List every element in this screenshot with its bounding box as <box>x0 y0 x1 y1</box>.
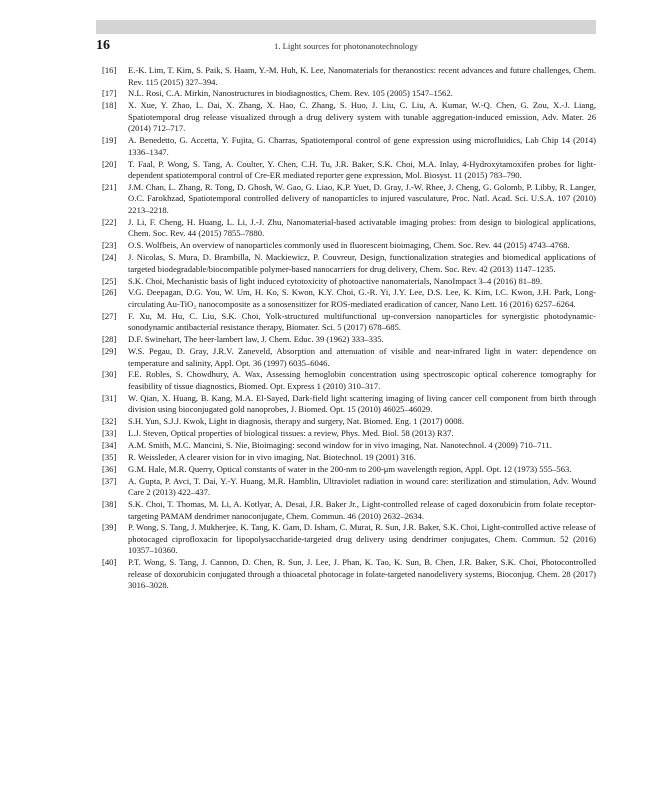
reference-number: [26] <box>102 287 117 298</box>
reference-item <box>102 393 596 416</box>
reference-item <box>102 65 596 88</box>
reference-text: S.K. Choi, Mechanistic basis of light induced cytotoxicity of photoactive nanomaterials, NanoImpact 3–4 (2016) 81–89. <box>128 275 543 286</box>
reference-text: P.T. Wong, S. Tang, J. Cannon, D. Chen, R. Sun, J. Lee, J. Phan, K. Tao, K. Sun, B. Chen, J.R. Baker, S.K. Choi, Photocontrolled release of doxorubicin conjugated through a thioacetal photocage in folate-targeted nanodelivery systems, Bioconjug. Chem. 28 (2017) 3016–3028. <box>128 557 596 591</box>
reference-number: [39] <box>102 522 117 533</box>
reference-number: [33] <box>102 428 117 439</box>
running-head <box>96 38 596 56</box>
reference-item <box>102 88 596 100</box>
reference-item <box>102 217 596 240</box>
reference-text: G.M. Hale, M.R. Querry, Optical constants of water in the 200-nm to 200-μm wavelength region, Appl. Opt. 12 (1973) 555–563. <box>128 463 572 474</box>
header-bar <box>96 20 596 34</box>
reference-number: [23] <box>102 240 117 251</box>
reference-number: [30] <box>102 369 117 380</box>
reference-number: [31] <box>102 392 117 403</box>
reference-item <box>102 476 596 499</box>
reference-item <box>102 464 596 476</box>
reference-number: [18] <box>102 100 117 111</box>
reference-text: D.F. Swinehart, The beer-lambert law, J. Chem. Educ. 39 (1962) 333–335. <box>128 334 384 345</box>
reference-number: [29] <box>102 346 117 357</box>
reference-number: [38] <box>102 499 117 510</box>
page-number: 16 <box>96 38 110 53</box>
reference-item <box>102 182 596 217</box>
reference-item <box>102 334 596 346</box>
reference-text: A.M. Smith, M.C. Mancini, S. Nie, Bioimaging: second window for in vivo imaging, Nat. Nanotechnol. 4 (2009) 710–711. <box>128 440 552 451</box>
reference-number: [24] <box>102 252 117 263</box>
reference-number: [32] <box>102 416 117 427</box>
reference-item <box>102 135 596 158</box>
reference-number: [16] <box>102 65 117 75</box>
reference-text: W.S. Pegau, D. Gray, J.R.V. Zaneveld, Absorption and attenuation of visible and near-infrared light in water: dependence on temperature and salinity, Appl. Opt. 36 (1997) 6035–6046. <box>128 346 596 368</box>
reference-list <box>102 65 596 592</box>
reference-number: [25] <box>102 275 117 286</box>
reference-text: J.M. Chan, L. Zhang, R. Tong, D. Ghosh, W. Gao, G. Liao, K.P. Yuet, D. Gray, J.-W. Rhee, J. Cheng, G. Golomb, P. Libby, R. Langer, O.C. Farokhzad, Spatiotemporal controlled delivery of nanoparticles to injured vasculature, Proc. Natl. Acad. Sci. U.S.A. 107 (2010) 2213–2218. <box>128 181 596 215</box>
reference-number: [34] <box>102 440 117 451</box>
reference-item <box>102 240 596 252</box>
reference-text: V.G. Deepagan, D.G. You, W. Um, H. Ko, S. Kwon, K.Y. Choi, G.-R. Yi, J.Y. Lee, D.S. Lee, K. Kim, I.C. Kwon, J.H. Park, Long-circulating Au-TiO₂ nanocomposite as a sonosensitizer for ROS-mediated eradication of cancer, Nano Lett. 16 (2016) 6257–6264. <box>128 287 596 309</box>
reference-item <box>102 416 596 428</box>
reference-text: A. Benedetto, G. Accetta, Y. Fujita, G. Charras, Spatiotemporal control of gene expression using microfluidics, Lab Chip 14 (2014) 1336–1347. <box>128 135 596 157</box>
reference-item <box>102 522 596 557</box>
reference-text: P. Wong, S. Tang, J. Mukherjee, K. Tang, K. Gam, D. Isham, C. Murat, R. Sun, J.R. Baker, S.K. Choi, Light-controlled active release of photocaged ciprofloxacin for lipopolysaccharide-targeted drug delivery using dendrimer conjugates, Chem. Commun. 52 (2016) 10357–10360. <box>128 522 596 556</box>
reference-text: A. Gupta, P. Avci, T. Dai, Y.-Y. Huang, M.R. Hamblin, Ultraviolet radiation in wound care: sterilization and stimulation, Adv. Wound Care 2 (2013) 422–437. <box>128 475 596 498</box>
reference-number: [20] <box>102 158 117 169</box>
reference-number: [40] <box>102 557 117 568</box>
reference-text: J. Nicolas, S. Mura, D. Brambilla, N. Mackiewicz, P. Couvreur, Design, functionalization strategies and biomedical applications of targeted biodegradable/biocompatible polymer-based nanocarriers for drug delivery, Chem. Soc. Rev. 42 (2013) 1147–1235. <box>128 252 596 274</box>
reference-item <box>102 557 596 592</box>
reference-number: [21] <box>102 181 117 192</box>
reference-item <box>102 499 596 522</box>
reference-number: [27] <box>102 310 117 321</box>
reference-text: X. Xue, Y. Zhao, L. Dai, X. Zhang, X. Hao, C. Zhang, S. Huo, J. Liu, C. Liu, A. Kumar, W.-Q. Chen, G. Zou, X.-J. Liang, Spatiotemporal drug release visualized through a drug delivery system with tunable aggregation-induced emission, Adv. Mater. 26 (2014) 712–717. <box>128 100 596 134</box>
reference-text: R. Weissleder, A clearer vision for in vivo imaging, Nat. Biotechnol. 19 (2001) 316. <box>128 451 416 462</box>
reference-text: S.K. Choi, T. Thomas, M. Li, A. Kotlyar, A. Desai, J.R. Baker Jr., Light-controlled release of caged doxorubicin from folate receptor-targeting PAMAM dendrimer nanoconjugate, Chem. Commun. 46 (2010) 2632–2634. <box>128 499 596 521</box>
reference-item <box>102 440 596 452</box>
reference-text: L.J. Steven, Optical properties of biological tissues: a review, Phys. Med. Biol. 58 (2013) R37. <box>128 428 454 439</box>
reference-number: [36] <box>102 463 117 474</box>
reference-number: [37] <box>102 475 117 486</box>
reference-item <box>102 346 596 369</box>
reference-text: N.L. Rosi, C.A. Mirkin, Nanostructures in biodiagnostics, Chem. Rev. 105 (2005) 1547–1562. <box>128 88 453 99</box>
reference-number: [22] <box>102 216 117 227</box>
chapter-title: 1. Light sources for photonanotechnology <box>274 41 418 51</box>
reference-number: [35] <box>102 451 117 462</box>
reference-item <box>102 428 596 440</box>
reference-item <box>102 369 596 392</box>
reference-item <box>102 100 596 135</box>
reference-item <box>102 276 596 288</box>
reference-text: S.H. Yun, S.J.J. Kwok, Light in diagnosis, therapy and surgery, Nat. Biomed. Eng. 1 (2017) 0008. <box>128 416 465 427</box>
reference-text: T. Faal, P. Wong, S. Tang, A. Coulter, Y. Chen, C.H. Tu, J.R. Baker, S.K. Choi, M.A. Inlay, 4-Hydroxytamoxifen probes for light-dependent spatiotemporal control of Cre-ER mediated reporter gene expression, Mol. Biosyst. 11 (2015) 783–790. <box>128 158 596 181</box>
reference-item <box>102 452 596 464</box>
reference-text: J. Li, F. Cheng, H. Huang, L. Li, J.-J. Zhu, Nanomaterial-based activatable imaging probes: from design to biological applications, Chem. Soc. Rev. 44 (2015) 7855–7880. <box>128 216 596 239</box>
reference-number: [17] <box>102 88 117 99</box>
reference-number: [19] <box>102 135 117 146</box>
reference-text: F. Xu, M. Hu, C. Liu, S.K. Choi, Yolk-structured multifunctional up-conversion nanoparticles for synergistic photodynamic-sonodynamic antibacterial resistance therapy, Biomater. Sci. 5 (2017) 678–685. <box>128 310 596 333</box>
reference-text: W. Qian, X. Huang, B. Kang, M.A. El-Sayed, Dark-field light scattering imaging of living cancer cell component from birth through division using bioconjugated gold nanoprobes, J. Biomed. Opt. 15 (2010) 46025–46029. <box>128 392 596 415</box>
reference-item <box>102 311 596 334</box>
reference-text: E.-K. Lim, T. Kim, S. Paik, S. Haam, Y.-M. Huh, K. Lee, Nanomaterials for theranostics: recent advances and future challenges, Chem. Rev. 115 (2015) 327–394. <box>128 65 596 87</box>
reference-text: O.S. Wolfbeis, An overview of nanoparticles commonly used in fluorescent bioimaging, Chem. Soc. Rev. 44 (2015) 4743–4768. <box>128 240 570 251</box>
reference-text: F.E. Robles, S. Chowdhury, A. Wax, Assessing hemoglobin concentration using spectroscopic optical coherence tomography for feasibility of tissue diagnostics, Biomed. Opt. Express 1 (2010) 310–317. <box>128 369 596 391</box>
reference-number: [28] <box>102 334 117 345</box>
reference-item <box>102 287 596 310</box>
reference-item <box>102 252 596 275</box>
reference-item <box>102 159 596 182</box>
